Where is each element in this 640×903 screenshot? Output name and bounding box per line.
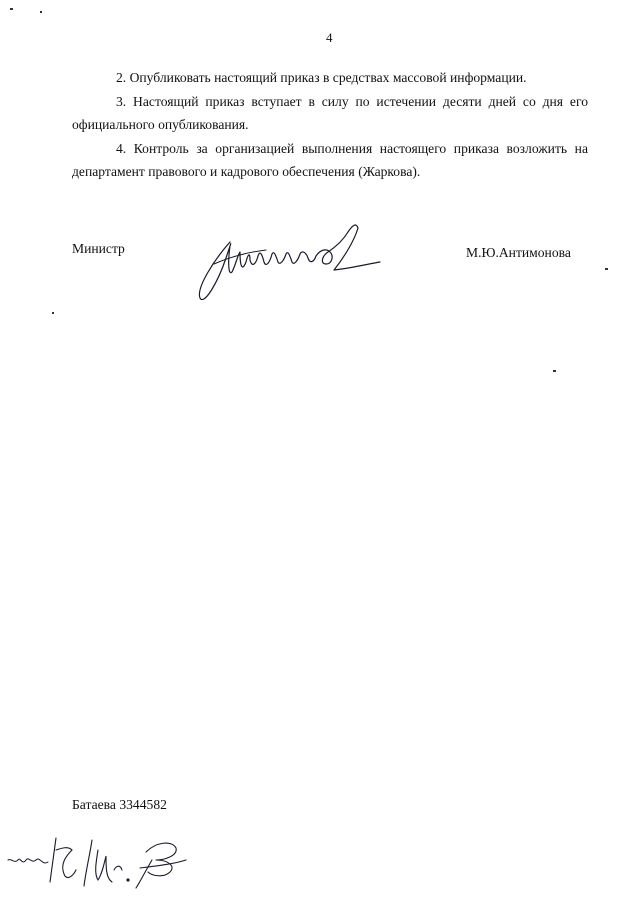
handwritten-initials [6,830,190,894]
paragraph-4: 4. Контроль за организацией выполнения настоящего приказа возложить на департамент правового и кадрового обеспечения (Жаркова). [72,140,588,179]
scan-speck [605,268,608,270]
scan-speck [52,312,54,314]
scan-speck [10,8,13,10]
page-number: 4 [326,30,333,45]
signer-name: М.Ю.Антимонова [466,245,571,260]
signer-title: Министр [72,241,125,256]
executor-line: Батаева 3344582 [72,797,167,812]
scan-speck [40,11,42,13]
order-body [72,66,588,184]
paragraph-3: 3. Настоящий приказ вступает в силу по истечении десяти дней со дня его официального опубликования. [72,93,588,132]
paragraph-2: 2. Опубликовать настоящий приказ в средствах массовой информации. [116,70,527,85]
handwritten-signature [192,212,388,308]
scan-speck [553,370,556,372]
